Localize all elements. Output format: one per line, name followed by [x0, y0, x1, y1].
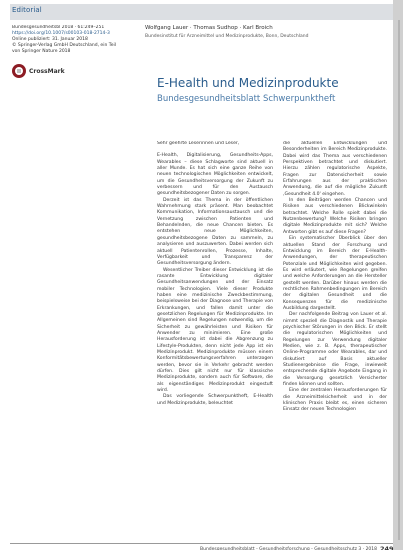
page-number: 249 — [380, 545, 394, 550]
salutation: Sehr geehrte Leserinnen und Leser, — [157, 141, 240, 146]
section-label: Editorial — [12, 6, 42, 14]
crossmark-label: CrossMark — [29, 68, 65, 75]
paragraph: E-Health, Digitalisierung, Gesundheits-Apps, Wearables – diese Schlagworte sind aktuell in aller Munde. Es hat sich eine ganze Reihe von neuen technologischen Möglichkeiten entwickelt, um die Gesundheitsversorgung der Zukunft zu verbessern und für den Austausch gesundheitsbezogener Daten zu sorgen. — [157, 153, 273, 197]
article-metadata — [12, 25, 132, 55]
body-column-right — [283, 141, 387, 515]
paragraph: In den Beiträgen werden Chancen und Risiken aus verschiedenen Blickwinkeln betrachtet. Welche Rolle spielt dabei die Nutzenbewertung? Welche Risiken bringen digitale Medizinprodukte mit sich? Welche Antworten gibt es auf diese Fragen? — [283, 198, 387, 235]
paragraph: die aktuellen Entwicklungen und Besonderheiten im Bereich Medizinprodukte. Dabei wird das Thema aus verschiedenen Perspektiven betrachtet und diskutiert. Hierzu zählen regulatorische Aspekte, Fragen zur Datensicherheit sowie Erfahrungen aus der praktischen Anwendung, die auf die mögliche Zukunft ‚Gesundheit 4.0' eingehen. — [283, 141, 387, 197]
meta-published: Online publiziert: 31. Januar 2018 — [12, 37, 88, 42]
paragraph: Eine der zentralen Herausforderungen für die Arzneimittelsicherheit und in der klinischen Praxis bleibt es, einen sicheren Einsatz der neuen Technologien — [283, 388, 387, 413]
paragraph: Ein systematischer Überblick über den aktuellen Stand der Forschung und Entwicklung im Bereich der E-Health-Anwendungen, der therapeutischen Potenziale und Möglichkeiten wird gegeben. Es wird erläutert, wie Regelungen greifen und welche Anforderungen an die Hersteller gestellt werden. Darüber hinaus werden die rechtlichen Rahmenbedingungen im Bereich der digitalen Gesundheit und die Konsequenzen für die medizinische Ausbildung dargestellt. — [283, 236, 387, 311]
section-band — [10, 4, 403, 20]
footer-divider — [10, 543, 393, 544]
meta-doi-link[interactable]: https://doi.org/10.1007/s00103-018-2714-3 — [12, 31, 110, 36]
journal-footer: Bundesgesundheitsblatt - Gesundheitsforschung - Gesundheitsschutz 3 · 2018 — [200, 547, 378, 550]
affiliation: Bundesinstitut für Arzneimittel und Medizinprodukte, Bonn, Deutschland — [145, 34, 309, 39]
page-edge-line — [398, 20, 400, 540]
authors: Wolfgang Lauer · Thomas Sudhop · Karl Broich — [145, 25, 273, 31]
article-subtitle: Bundesgesundheitsblatt Schwerpunktheft — [157, 94, 336, 104]
meta-copyright: © Springer-Verlag GmbH Deutschland, ein Teil — [12, 43, 116, 48]
meta-copyright-cont: von Springer Nature 2018 — [12, 49, 71, 54]
article-title: E-Health und Medizinprodukte — [157, 76, 339, 90]
body-column-left — [157, 141, 273, 515]
crossmark-icon — [12, 64, 26, 78]
paragraph: Der nachfolgende Beitrag von Lauer et al. nimmt speziell die Diagnostik und Therapie psychischer Störungen in den Blick. Er stellt die regulatorischen Möglichkeiten und Regelungen zur Verwendung digitaler Medien, wie z. B. Apps, therapeutischer Online-Programme oder Wearables, dar und diskutiert auf Basis aktueller Studienergebnisse die Frage, inwieweit entsprechende digitale Angebote Eingang in die Versorgung gesetzlich Versicherter finden können und sollten. — [283, 312, 387, 388]
paragraph: Wesentlicher Treiber dieser Entwicklung ist die rasante Entwicklung digitaler Gesundheitsanwendungen und der Einsatz mobiler Technologien. Viele dieser Produkte haben eine medizinische Zweckbestimmung, beispielsweise bei der Diagnose und Therapie von Erkrankungen, und fallen damit unter die gesetzlichen Regelungen für Medizinprodukte. Im Allgemeinen sind Regelungen notwendig, um die Sicherheit zu gewährleisten und Risiken für Anwender zu minimieren. Eine große Herausforderung ist dabei die Abgrenzung zu Lifestyle-Produkten, denn nicht jede App ist ein Medizinprodukt. Medizinprodukte müssen einem Konformitätsbewertungsverfahren unterzogen werden, bevor sie in Verkehr gebracht werden dürfen. Dies gilt nicht nur für klassische Medizinprodukte, sondern auch für Software, die als eigenständiges Medizinprodukt eingestuft wird. — [157, 267, 273, 394]
meta-citation: Bundesgesundheitsbl 2018 · 61:249–251 — [12, 25, 105, 30]
paragraph: Das vorliegende Schwerpunktheft, E-Health und Medizinprodukte, beleuchtet — [157, 394, 273, 406]
paragraph: Derzeit ist das Thema in der öffentlichen Wahrnehmung stark präsent. Man beobachtet Kommunikation, Informationsaustausch und die Vernetzung zwischen Patienten und Behandelnden, die neue Chancen bieten. Es entstehen neue Möglichkeiten, gesundheitsbezogene Daten zu sammeln, zu analysieren und auszuwerten. Dabei werden sich aktuell Patientenrollen, Prozesse, Inhalte, Verfügbarkeit und Transparenz der Gesundheitsversorgung ändern. — [157, 197, 273, 267]
crossmark-badge[interactable] — [12, 64, 65, 78]
